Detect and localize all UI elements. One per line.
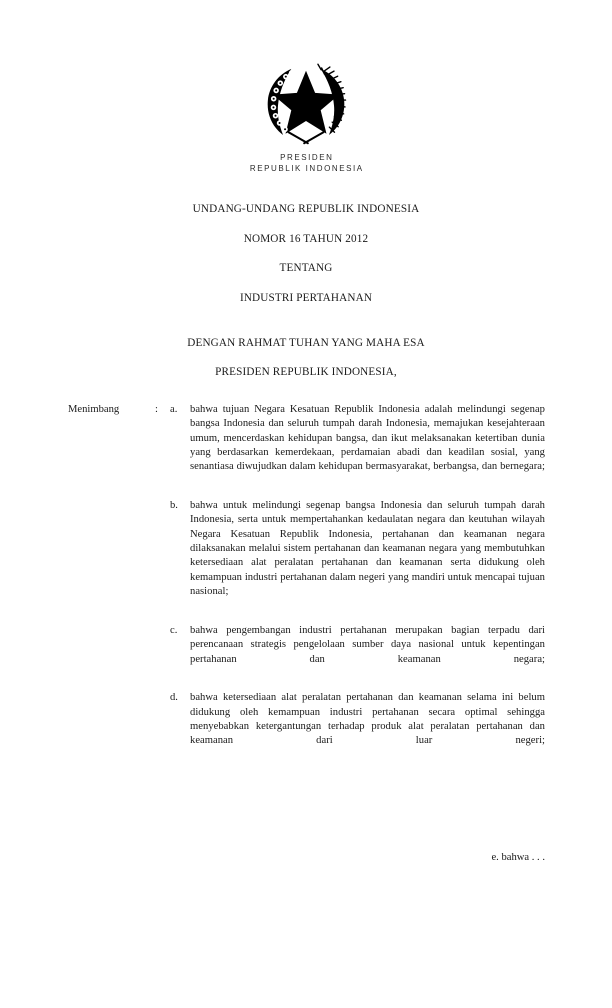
considerations-list [0,403,612,763]
list-item [0,691,612,763]
considerations-row [0,403,612,763]
garuda-star-wreath-emblem [260,56,352,146]
list-item-text: bahwa untuk melindungi segenap bangsa Indonesia dan seluruh tumpah darah Indonesia, serta untuk mempertahankan kedaulatan negara dan keutuhan wilayah Negara Kesatuan Republik Indonesia, pertahanan dan keamanan negara dilaksanakan melalui sistem pertahanan dan keamanan negara yang membutuhkan ketersediaan alat peralatan pertahanan dan keamanan serta didukung oleh kemampuan industri pertahanan dalam negeri yang mandiri untuk mencapai tujuan nasional; [190,500,545,598]
considerations-section [0,403,612,763]
law-number-heading: NOMOR 16 TAHUN 2012 [243,232,369,245]
emblem-block [0,56,612,174]
list-item [0,499,612,614]
page-catchword: e. bahwa . . . [491,852,545,863]
list-item-marker: a. [170,404,178,415]
list-item-text: bahwa ketersediaan alat peralatan pertahanan dan keamanan selama ini belum didukung oleh kemampuan industri pertahanan secara optimal sehingga menyebabkan ketergantungan terhadap produk alat peralatan pertahanan dan keamanan dari luar negeri; [190,692,545,747]
document-title-block [0,203,612,305]
preamble-block [0,337,612,379]
president-line: PRESIDEN REPUBLIK INDONESIA, [215,365,397,378]
list-item [0,403,612,489]
list-item-marker: d. [170,692,178,704]
considerations-label-text: Menimbang [68,404,120,415]
law-subject-heading: INDUSTRI PERTAHANAN [239,291,373,304]
law-type-heading: UNDANG-UNDANG REPUBLIK INDONESIA [192,203,420,215]
considerations-label-colon: : [155,404,158,415]
emblem-caption [0,153,612,174]
list-item-marker: c. [170,624,178,636]
emblem-caption-line-2: REPUBLIK INDONESIA [249,163,364,173]
about-heading: TENTANG [279,262,333,274]
list-item-text: bahwa tujuan Negara Kesatuan Republik Indonesia adalah melindungi segenap bangsa Indonesia dan seluruh tumpah darah Indonesia, memajukan kesejahteraan umum, mencerdaskan kehidupan bangsa, dan ikut melaksanakan ketertiban dunia yang berdasarkan kemerdekaan, perdamaian abadi dan keadilan sosial, yang senantiasa diwujudkan dalam kehidupan bermasyarakat, berbangsa, dan bernegara; [190,404,545,473]
blessing-line: DENGAN RAHMAT TUHAN YANG MAHA ESA [187,337,425,349]
list-item [0,624,612,681]
list-item-marker: b. [170,500,178,512]
emblem-caption-line-1: PRESIDEN [280,153,334,162]
list-item-text: bahwa pengembangan industri pertahanan merupakan bagian terpadu dari perencanaan strategis pengelolaan sumber daya nasional untuk kepentingan pertahanan dan keamanan negara; [190,624,545,665]
